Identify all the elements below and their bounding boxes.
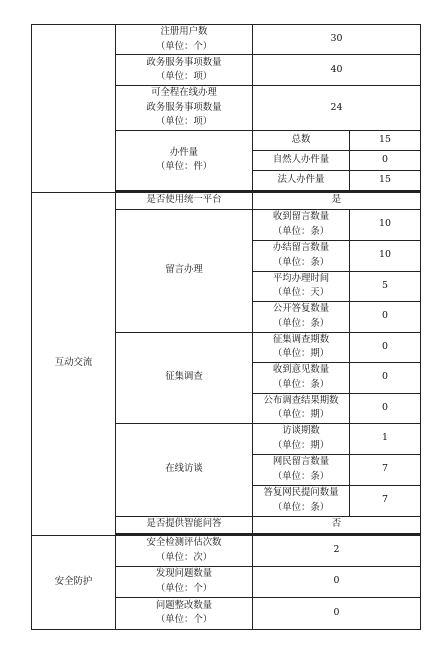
service-items-label: 政务服务事项数量 （单位：项）	[116, 55, 253, 86]
interview-answers-label: 答复网民提问数量 （单位：条）	[253, 485, 350, 516]
interview-netizen-value: 7	[350, 454, 421, 485]
unified-platform-label: 是否使用统一平台	[116, 192, 253, 209]
table-row	[32, 192, 421, 209]
issues-found-label: 发现问题数量 （单位：个）	[116, 566, 253, 597]
table-row	[32, 25, 421, 55]
interview-periods-label: 访谈期数 （单位：期）	[253, 423, 350, 454]
survey-results-value: 0	[350, 393, 421, 423]
security-checks-label: 安全检测评估次数 （单位：次）	[116, 535, 253, 566]
section-security-cell: 安全防护	[32, 535, 116, 629]
unified-platform-value: 是	[253, 192, 421, 209]
interview-periods-value: 1	[350, 423, 421, 454]
messages-received-label: 收到留言数量 （单位：条）	[253, 209, 350, 240]
volume-natural-value: 0	[350, 150, 421, 170]
issues-fixed-label: 问题整改数量 （单位：个）	[116, 597, 253, 629]
messages-avg-time-label: 平均办理时间 （单位：天）	[253, 271, 350, 301]
survey-results-label: 公布调查结果期数 （单位：期）	[253, 393, 350, 423]
issues-fixed-value: 0	[253, 597, 421, 629]
messages-avg-time-value: 5	[350, 271, 421, 301]
smart-qa-label: 是否提供智能问答	[116, 516, 253, 533]
security-checks-value: 2	[253, 535, 421, 566]
interview-answers-value: 7	[350, 485, 421, 516]
volume-label: 办件量 （单位：件）	[116, 130, 253, 190]
section-interaction-cell: 互动交流	[32, 192, 116, 535]
survey-opinions-label: 收到意见数量 （单位：条）	[253, 362, 350, 393]
survey-label: 征集调查	[116, 332, 253, 423]
issues-found-value: 0	[253, 566, 421, 597]
volume-total-value: 15	[350, 130, 421, 150]
messages-received-value: 10	[350, 209, 421, 240]
statistics-table	[31, 24, 421, 630]
volume-total-label: 总数	[253, 130, 350, 150]
messages-handled-value: 10	[350, 240, 421, 271]
volume-natural-label: 自然人办件量	[253, 150, 350, 170]
survey-opinions-value: 0	[350, 362, 421, 393]
service-items-value: 40	[253, 55, 421, 86]
registered-users-label: 注册用户数 （单位：个）	[116, 25, 253, 55]
messages-public-label: 公开答复数量 （单位：条）	[253, 301, 350, 332]
interview-netizen-label: 网民留言数量 （单位：条）	[253, 454, 350, 485]
messages-handled-label: 办结留言数量 （单位：条）	[253, 240, 350, 271]
section-top-cell	[32, 25, 116, 193]
online-items-value: 24	[253, 86, 421, 131]
survey-periods-label: 征集调查期数 （单位：期）	[253, 332, 350, 362]
smart-qa-value: 否	[253, 516, 421, 533]
online-items-label: 可全程在线办理 政务服务事项数量 （单位：项）	[116, 86, 253, 131]
volume-legal-value: 15	[350, 170, 421, 190]
messages-public-value: 0	[350, 301, 421, 332]
messages-label: 留言办理	[116, 209, 253, 332]
survey-periods-value: 0	[350, 332, 421, 362]
table-row	[32, 535, 421, 566]
interview-label: 在线访谈	[116, 423, 253, 516]
volume-legal-label: 法人办件量	[253, 170, 350, 190]
registered-users-value: 30	[253, 25, 421, 55]
